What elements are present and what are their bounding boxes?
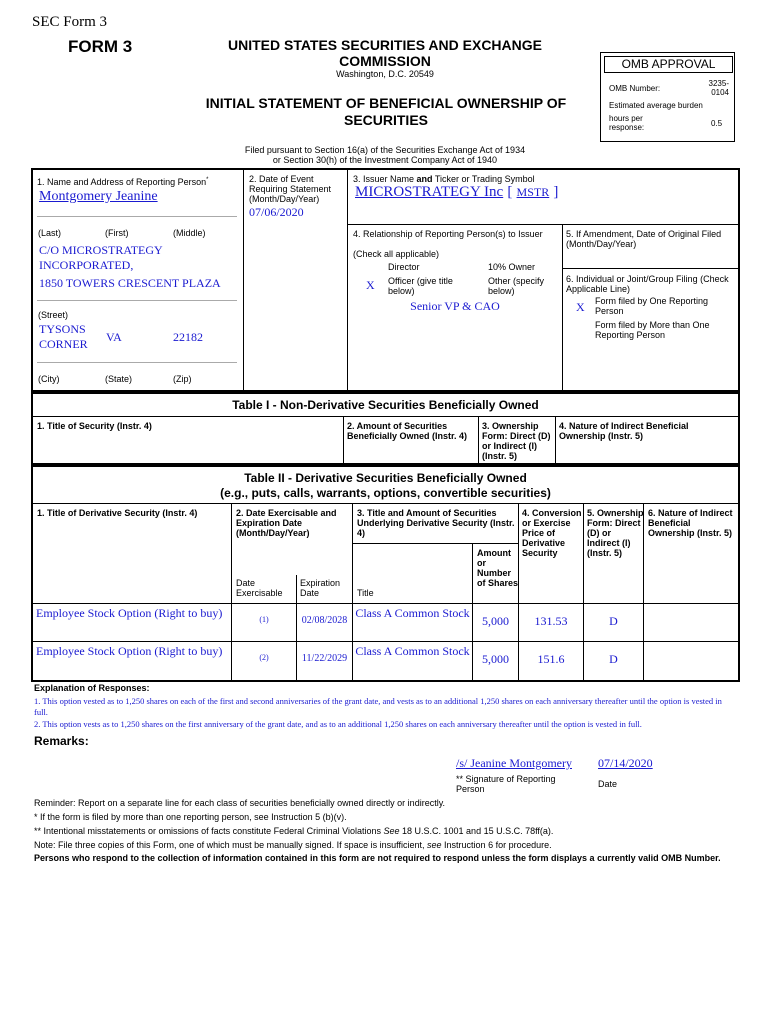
box5-label: 5. If Amendment, Date of Original Filed (Month/Day/Year) xyxy=(566,229,722,249)
omb-burden-label: Estimated average burden xyxy=(609,101,703,110)
agency-city: Washington, D.C. 20549 xyxy=(336,69,434,79)
table1-col1: 1. Title of Security (Instr. 4) xyxy=(37,421,152,431)
table2-col5: 5. Ownership Form: Direct (D) or Indirect (I) (Instr. 5) xyxy=(587,508,644,558)
row1-expiration: 02/08/2028 xyxy=(301,615,348,626)
box2-label: 2. Date of Event Requiring Statement (Month/Day/Year) xyxy=(249,174,332,204)
table2-subtitle: (e.g., puts, calls, warrants, options, convertible securities) xyxy=(220,486,551,500)
form-title: FORM 3 xyxy=(68,37,133,56)
row1-underlying: Class A Common Stock xyxy=(355,606,470,620)
other-label: Other (specify below) xyxy=(488,276,545,296)
city-value: TYSONS CORNER xyxy=(39,322,88,351)
amount-shares-label: Amount or Number of Shares xyxy=(477,548,519,588)
statement-title: INITIAL STATEMENT OF BENEFICIAL OWNERSHIP OF SECURITIES xyxy=(205,95,567,128)
table1-col4: 4. Nature of Indirect Beneficial Ownership (Instr. 5) xyxy=(559,421,689,441)
footer-note: Note: File three copies of this Form, one of which must be manually signed. If space is insufficient, see Instruction 6 for procedure. xyxy=(34,840,552,850)
box3-label: 3. Issuer Name and Ticker or Trading Symbol xyxy=(353,174,535,184)
table2-col3: 3. Title and Amount of Securities Underlying Derivative Security (Instr. 4) xyxy=(357,508,515,538)
row1-price: 131.53 xyxy=(534,614,568,628)
state-label: (State) xyxy=(105,374,133,384)
address-line1: C/O MICROSTRATEGY INCORPORATED, xyxy=(39,243,163,272)
ten-percent-label: 10% Owner xyxy=(488,262,536,272)
issuer-name[interactable]: MICROSTRATEGY Inc xyxy=(355,184,504,200)
row2-expiration: 11/22/2029 xyxy=(301,653,348,664)
omb-number-label: OMB Number: xyxy=(609,84,661,93)
sec-form-label: SEC Form 3 xyxy=(32,14,108,30)
expiration-date-label: Expiration Date xyxy=(300,578,341,598)
row1-form: D xyxy=(609,614,618,628)
omb-title: OMB APPROVAL xyxy=(604,56,733,73)
box1-label: 1. Name and Address of Reporting Person* xyxy=(37,177,209,187)
middle-label: (Middle) xyxy=(173,228,206,238)
agency-title: UNITED STATES SECURITIES AND EXCHANGE COMMISSION xyxy=(228,37,542,69)
one-person-label: Form filed by One Reporting Person xyxy=(595,296,709,316)
issuer-line: MICROSTRATEGY Inc [ MSTR ] xyxy=(355,184,559,200)
row2-price: 151.6 xyxy=(537,652,565,666)
row1-exercisable[interactable]: (1) xyxy=(259,615,269,624)
explanation-note1: 1. This option vested as to 1,250 shares on each of the first and second anniversaries of the grant date, and vests as to an additional 1,250 shares on each anniversary thereafter until the option is vested in full. xyxy=(34,696,722,717)
row2-exercisable[interactable]: (2) xyxy=(259,653,269,662)
date-label: Date xyxy=(598,779,618,789)
address-line2: 1850 TOWERS CRESCENT PLAZA xyxy=(39,276,221,290)
last-label: (Last) xyxy=(38,228,62,238)
more-persons-label: Form filed by More than One Reporting Person xyxy=(595,320,710,340)
date-exercisable-label: Date Exercisable xyxy=(236,578,283,598)
row2-security: Employee Stock Option (Right to buy) xyxy=(36,644,223,658)
zip-value: 22182 xyxy=(173,330,203,344)
officer-label: Officer (give title below) xyxy=(388,276,453,296)
signature-date: 07/14/2020 xyxy=(598,756,653,770)
remarks-title: Remarks: xyxy=(34,734,89,748)
street-label: (Street) xyxy=(38,310,69,320)
row1-security: Employee Stock Option (Right to buy) xyxy=(36,606,223,620)
explanation-title: Explanation of Responses: xyxy=(34,683,150,693)
row1-amount: 5,000 xyxy=(482,614,509,628)
table1-title: Table I - Non-Derivative Securities Beneficially Owned xyxy=(232,398,539,412)
table2-title: Table II - Derivative Securities Beneficially Owned xyxy=(244,471,527,485)
table1-col2: 2. Amount of Securities Beneficially Owned (Instr. 4) xyxy=(347,421,468,441)
signature-label: ** Signature of Reporting Person xyxy=(456,774,556,794)
table2-col1: 1. Title of Derivative Security (Instr. 4) xyxy=(37,508,198,518)
footer-persons: Persons who respond to the collection of information contained in this form are not required to respond unless the form displays a currently valid OMB Number. xyxy=(34,853,721,863)
row2-form: D xyxy=(609,652,618,666)
box4-sub: (Check all applicable) xyxy=(353,249,440,259)
officer-checkmark[interactable]: X xyxy=(366,278,375,292)
officer-title: Senior VP & CAO xyxy=(410,299,500,313)
event-date: 07/06/2020 xyxy=(249,205,304,219)
one-person-checkmark[interactable]: X xyxy=(576,300,585,314)
footer-star2: ** Intentional misstatements or omissions of facts constitute Federal Criminal Violations See 18 U.S.C. 1001 and 15 U.S.C. 78ff(a). xyxy=(34,826,554,836)
ticker-symbol[interactable]: MSTR xyxy=(516,185,550,199)
filed-pursuant-line2: or Section 30(h) of the Investment Company Act of 1940 xyxy=(272,155,498,165)
omb-hours-label: hours per response: xyxy=(609,114,645,132)
zip-label: (Zip) xyxy=(173,374,192,384)
director-label: Director xyxy=(388,262,420,272)
signature-name: /s/ Jeanine Montgomery xyxy=(456,756,572,770)
reporting-person-name[interactable]: Montgomery Jeanine xyxy=(39,189,158,204)
footer-star1: * If the form is filed by more than one reporting person, see Instruction 5 (b)(v). xyxy=(34,812,347,822)
omb-approval-box xyxy=(600,52,735,142)
table2-col2: 2. Date Exercisable and Expiration Date (Month/Day/Year) xyxy=(236,508,337,538)
omb-hours-value: 0.5 xyxy=(711,119,723,128)
city-label: (City) xyxy=(38,374,60,384)
omb-number-value: 3235-0104 xyxy=(708,79,729,97)
table2-col6: 6. Nature of Indirect Beneficial Ownership (Instr. 5) xyxy=(648,508,733,538)
underlying-title-label: Title xyxy=(357,588,374,598)
row2-underlying: Class A Common Stock xyxy=(355,644,470,658)
table1-col3: 3. Ownership Form: Direct (D) or Indirect (I) (Instr. 5) xyxy=(482,421,551,461)
first-label: (First) xyxy=(105,228,129,238)
box6-label: 6. Individual or Joint/Group Filing (Check Applicable Line) xyxy=(566,274,729,294)
box4-label: 4. Relationship of Reporting Person(s) to Issuer xyxy=(353,229,543,239)
state-value: VA xyxy=(106,330,122,344)
row2-amount: 5,000 xyxy=(482,652,509,666)
table2-col4: 4. Conversion or Exercise Price of Derivative Security xyxy=(522,508,582,558)
filed-pursuant-line1: Filed pursuant to Section 16(a) of the Securities Exchange Act of 1934 xyxy=(244,145,526,155)
explanation-note2: 2. This option vests as to 1,250 shares on the first anniversary of the grant date, and as to an additional 1,250 shares on each anniversary thereafter until the option is vested in full. xyxy=(34,719,642,729)
footer-reminder: Reminder: Report on a separate line for each class of securities beneficially owned directly or indirectly. xyxy=(34,798,446,808)
